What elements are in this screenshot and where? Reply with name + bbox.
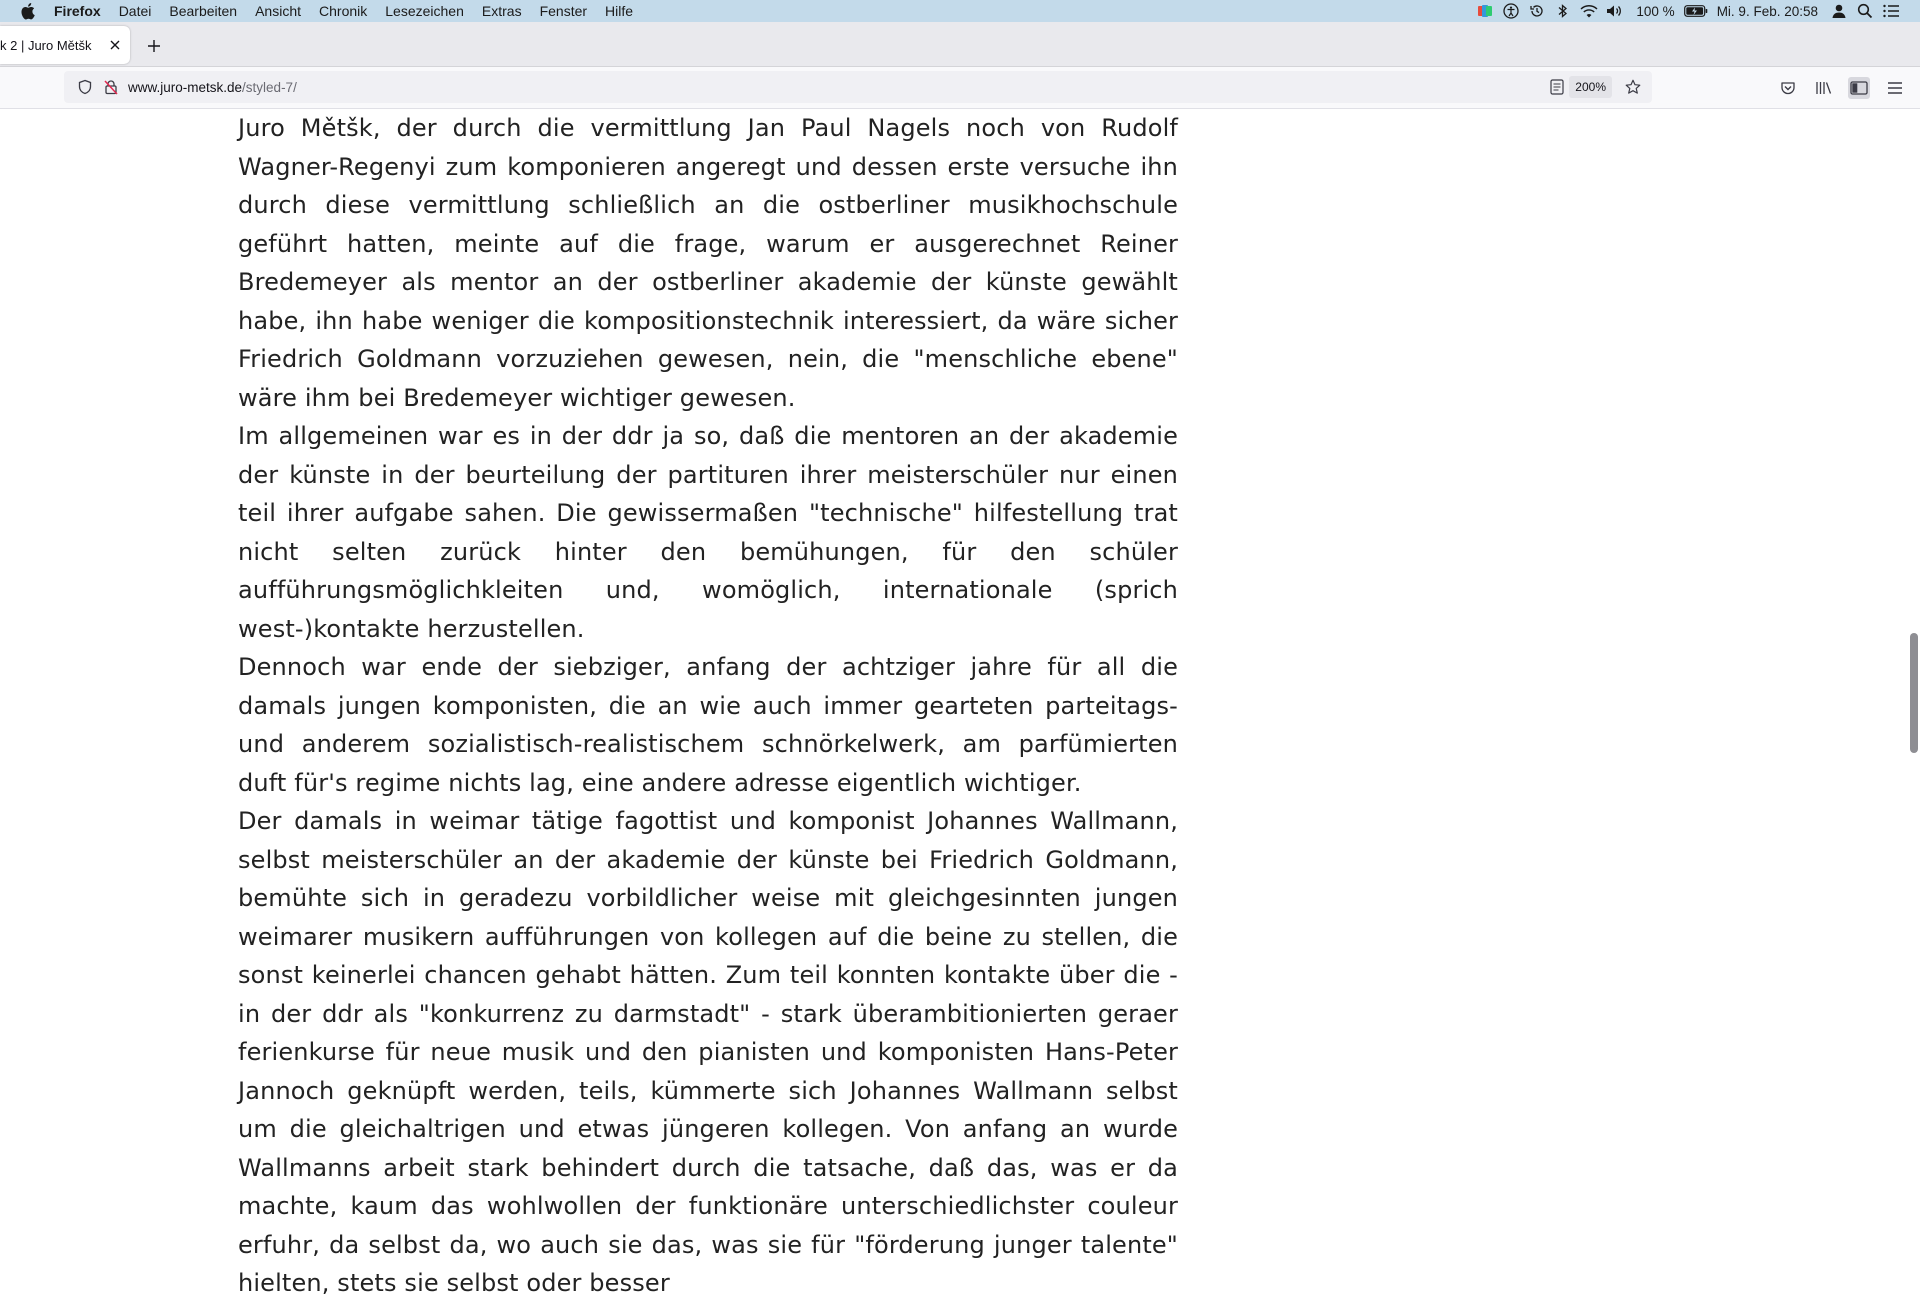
page-content [0,109,1920,1297]
url-path: /styled-7/ [242,79,297,95]
user-icon[interactable] [1826,0,1852,22]
spotlight-search-icon[interactable] [1852,0,1878,22]
article-body [238,109,1178,1303]
apple-menu-icon[interactable] [18,3,38,19]
article-paragraph: Dennoch war ende der siebziger, anfang der achtziger jahre für all die damals jungen komponisten, die an wie auch immer gearteten parteitags- und anderem sozialistisch-realistischem schnörkelwerk, am parfümierten duft für's regime nichts lag, eine andere adresse eigentlich wichtiger. [238,653,1178,797]
battery-percentage: 100 % [1636,3,1675,19]
bookmark-star-icon[interactable] [1624,78,1642,96]
sidebar-toggle-icon[interactable] [1848,77,1870,99]
tab-title: k 2 | Juro Mětšk [0,37,92,53]
bluetooth-icon[interactable] [1550,0,1576,22]
menu-ansicht[interactable]: Ansicht [255,3,302,19]
tracking-protection-shield-icon[interactable] [76,78,94,96]
pocket-icon[interactable] [1777,77,1799,99]
article-paragraph: Im allgemeinen war es in der ddr ja so, daß die mentoren an der akademie der künste in der beurteilung der partituren ihrer meisterschüler nur einen teil ihrer aufgabe sahen. Die gewissermaßen "technische" hilfestellung trat nicht selten zurück hinter den bemühungen, für den schüler aufführungsmöglichkleiten und, womöglich, internationale (sprich west-)kontakte herzustellen. [238,422,1178,643]
active-tab[interactable] [0,26,130,64]
wifi-icon[interactable] [1576,0,1602,22]
new-tab-button[interactable] [140,32,168,60]
menu-lesezeichen[interactable]: Lesezeichen [385,3,464,19]
menu-chronik[interactable]: Chronik [319,3,368,19]
menu-bar-status-area [1472,0,1904,22]
url-bar[interactable] [64,71,1652,103]
macos-menu-bar [0,0,1920,22]
library-icon[interactable] [1813,77,1835,99]
accessibility-icon[interactable] [1498,0,1524,22]
navigation-toolbar [0,67,1920,109]
volume-icon[interactable] [1602,0,1628,22]
menu-extras[interactable]: Extras [481,3,522,19]
menu-hilfe[interactable]: Hilfe [605,3,634,19]
control-center-icon[interactable] [1878,0,1904,22]
article-paragraph: Der damals in weimar tätige fagottist und komponist Johannes Wallmann, selbst meisterschüler an der akademie der künste bei Friedrich Goldmann, bemühte sich in geradezu vorbildlicher weise mit gleichgesinnten jungen weimarer musikern aufführungen von kollegen auf die beine zu stellen, die sonst keinerlei chancen gehabt hätten. Zum teil konnten kontakte über die - in der ddr als "konkurrenz zu darmstadt" - stark überambitionierten geraer ferienkurse für neue musik und den pianisten und komponisten Hans-Peter Jannoch geknüpft werden, teils, kümmerte sich Johannes Wallmann selbst um die gleichaltrigen und etwas jüngeren kollegen. Von anfang an wurde Wallmanns arbeit stark behindert durch die tatsache, daß das, was er da machte, kaum das wohlwollen der funktionäre unterschiedlichster couleur erfuhr, da selbst da, wo auch sie das, was sie für "förderung junger talente" hielten, stets sie selbst oder besser [238,807,1178,1297]
zoom-level-button[interactable]: 200% [1569,76,1612,98]
article-paragraph: Juro Mětšk, der durch die vermittlung Jan Paul Nagels noch von Rudolf Wagner-Regenyi zum komponieren angeregt und dessen erste versuche ihn durch diese vermittlung schließlich an die ostberliner musikhochschule geführt hatten, meinte auf die frage, warum er ausgerechnet Reiner Bredemeyer als mentor an der ostberliner akademie der künste gewählt habe, ihn habe weniger die kompositionstechnik interessiert, da wäre sicher Friedrich Goldmann vorzuziehen gewesen, nein, die "menschliche ebene" wäre ihm bei Bredemeyer wichtiger gewesen. [238,114,1178,412]
time-machine-icon[interactable] [1524,0,1550,22]
menu-bearbeiten[interactable]: Bearbeiten [169,3,238,19]
clock[interactable]: Mi. 9. Feb. 20:58 [1716,3,1818,19]
vertical-scrollbar-thumb[interactable] [1910,633,1918,753]
menu-firefox[interactable]: Firefox [54,3,101,19]
color-app-icon[interactable] [1472,0,1498,22]
reader-view-icon[interactable] [1548,78,1566,96]
menu-datei[interactable]: Datei [118,3,152,19]
hamburger-menu-icon[interactable] [1884,77,1906,99]
battery-icon[interactable] [1683,0,1709,22]
menu-fenster[interactable]: Fenster [539,3,588,19]
url-host: www.juro-metsk.de [128,79,243,95]
tab-strip [0,22,1920,67]
url-text[interactable] [128,80,297,95]
tab-close-icon[interactable] [104,34,126,56]
insecure-lock-icon[interactable] [102,78,120,96]
